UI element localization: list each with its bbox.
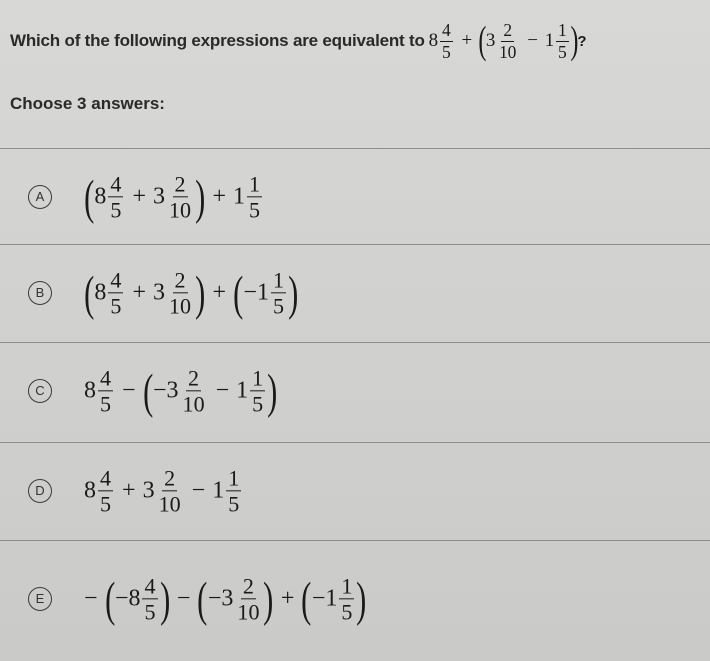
instruction-text: Choose 3 answers: bbox=[10, 94, 165, 113]
fraction: $\frac{4}{5}$ bbox=[100, 464, 112, 516]
fraction: $\frac{2}{10}$ bbox=[499, 20, 517, 62]
option-e-radio[interactable]: E bbox=[28, 587, 52, 611]
option-b-radio[interactable]: B bbox=[28, 281, 52, 305]
fraction: $\frac{4}{5}$ bbox=[441, 20, 451, 62]
fraction: $\frac{2}{10}$ bbox=[182, 364, 205, 416]
answer-option-b[interactable] bbox=[0, 244, 710, 340]
fraction: $\frac{1}{5}$ bbox=[249, 170, 261, 222]
fraction: $\frac{2}{10}$ bbox=[168, 266, 192, 318]
fraction: $\frac{1}{5}$ bbox=[252, 364, 264, 416]
option-b-expression: ( 8 $\frac{4}{5}$ + 3 $\frac{2}{10}$ ) + ( − 1 $\frac{1}{5}$ ) bbox=[84, 264, 299, 320]
question-expression: 8 $\frac{4}{5}$ + ( 3 $\frac{2}{10}$ − 1 $\frac{1}{5}$ ) ? bbox=[428, 18, 587, 62]
option-c-radio[interactable]: C bbox=[28, 379, 52, 403]
fraction: $\frac{1}{5}$ bbox=[558, 20, 567, 62]
fraction: $\frac{2}{10}$ bbox=[158, 464, 181, 516]
fraction: $\frac{4}{5}$ bbox=[100, 364, 112, 416]
option-d-expression: 8 $\frac{4}{5}$ + 3 $\frac{2}{10}$ − 1 $\frac{1}{5}$ bbox=[84, 464, 240, 516]
question-text: Which of the following expressions are equivalent to bbox=[10, 31, 425, 50]
answer-option-a[interactable] bbox=[0, 148, 710, 244]
question-prompt bbox=[10, 0, 710, 82]
option-e-expression: − ( − 8 $\frac{4}{5}$ ) − ( − 3 $\frac{2}{10}$ ) + ( − 1 $\frac{1}{5}$ ) bbox=[84, 571, 367, 627]
fraction: $\frac{4}{5}$ bbox=[110, 170, 122, 222]
fraction: $\frac{4}{5}$ bbox=[144, 573, 156, 625]
fraction: $\frac{4}{5}$ bbox=[110, 266, 122, 318]
option-d-radio[interactable]: D bbox=[28, 479, 52, 503]
answer-option-e[interactable] bbox=[0, 540, 710, 661]
fraction: $\frac{1}{5}$ bbox=[341, 573, 353, 625]
option-a-radio[interactable]: A bbox=[28, 185, 52, 209]
answer-option-d[interactable] bbox=[0, 442, 710, 538]
fraction: $\frac{2}{10}$ bbox=[168, 170, 192, 222]
option-c-expression: 8 $\frac{4}{5}$ − ( − 3 $\frac{2}{10}$ − 1 $\frac{1}{5}$ ) bbox=[84, 362, 278, 418]
fraction: $\frac{1}{5}$ bbox=[228, 464, 240, 516]
fraction: $\frac{2}{10}$ bbox=[237, 573, 260, 625]
option-a-expression: ( 8 $\frac{4}{5}$ + 3 $\frac{2}{10}$ ) + 1 $\frac{1}{5}$ bbox=[84, 168, 261, 224]
fraction: $\frac{1}{5}$ bbox=[272, 266, 284, 318]
answer-option-c[interactable] bbox=[0, 342, 710, 438]
